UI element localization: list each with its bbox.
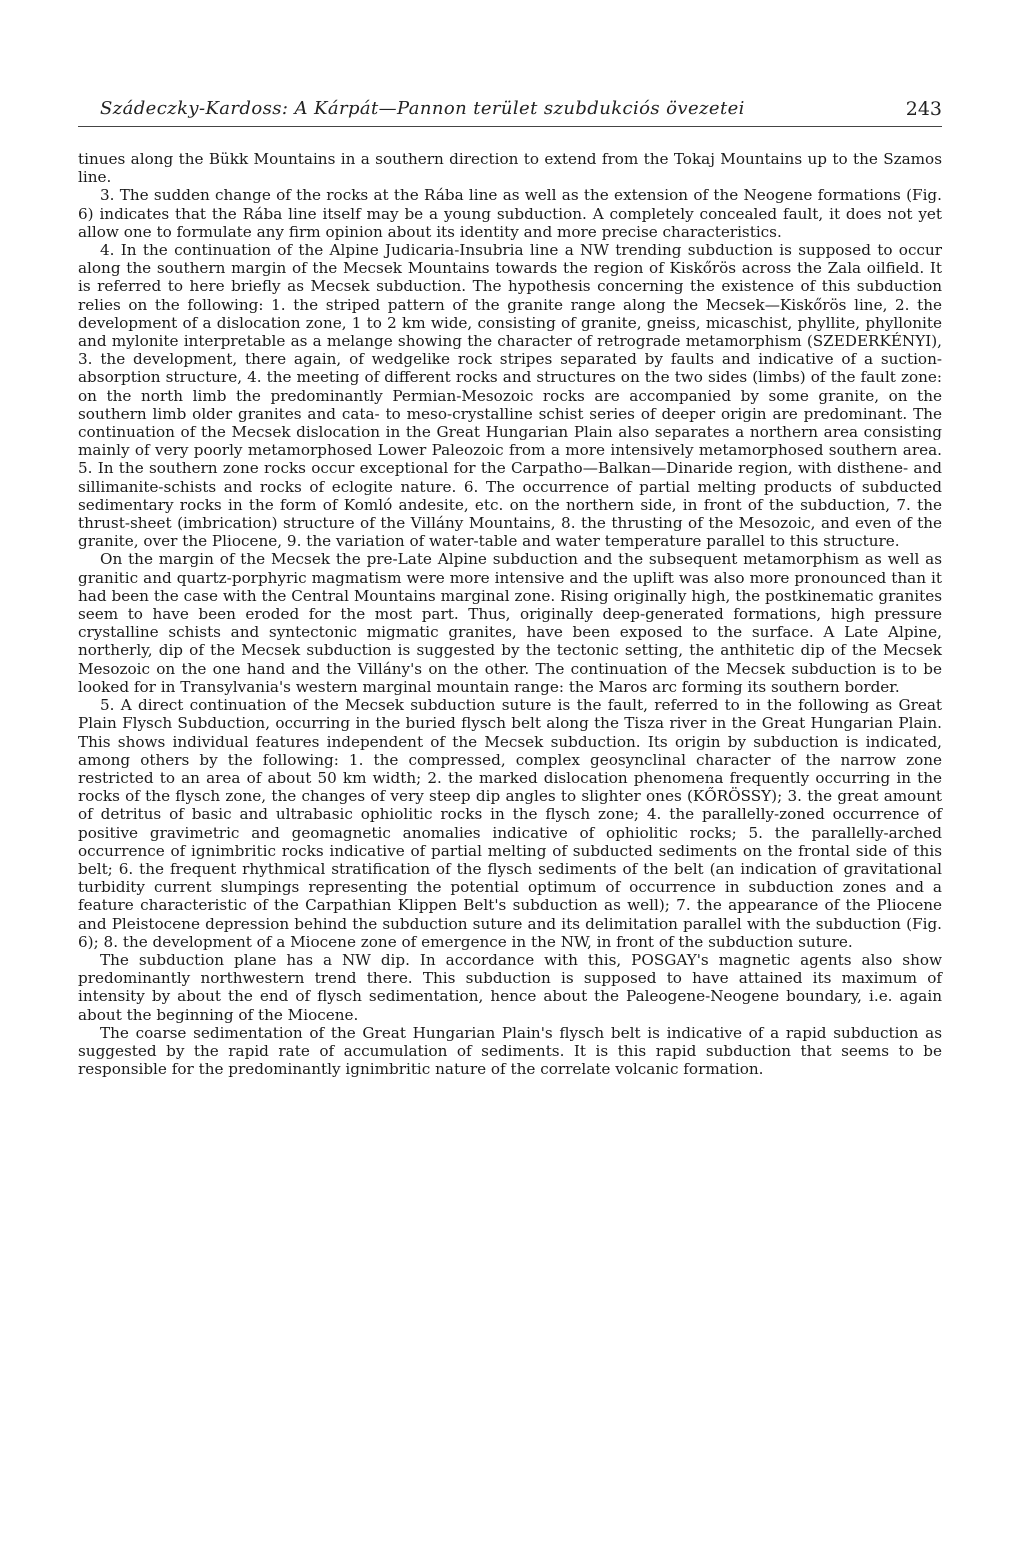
paragraph: 4. In the continuation of the Alpine Judicaria-Insubria line a NW trending subduction is supposed to occur along the southern margin of the Mecsek Mountains towards the region of Kiskőrös across the Zala oilfield. It is referred to here briefly as Mecsek subduction. The hypothesis concerning the existence of this subduction relies on the following: 1. the striped pattern of the granite range along the Mecsek—Kiskőrös line, 2. the development of a dislocation zone, 1 to 2 km wide, consisting of granite, gneiss, micaschist, phyllite, phyllonite and mylonite interpretable as a melange showing the character of retrograde metamorphism (SZEDERKÉNYI), 3. the development, there again, of wedgelike rock stripes separated by faults and indicative of a suction-absorption structure, 4. the meeting of different rocks and structures on the two sides (limbs) of the fault zone: on the north limb the predominantly Permian-Mesozoic rocks are accompanied by some granite, on the southern limb older granites and cata- to meso-crystalline schist series of deeper origin are predominant. The continuation of the Mecsek dislocation in the Great Hungarian Plain also separates a northern area consisting mainly of very poorly metamorphosed Lower Paleozoic from a more intensively metamorphosed southern area. 5. In the southern zone rocks occur exceptional for the Carpatho—Balkan—Dinaride region, with disthene- and sillimanite-schists and rocks of eclogite nature. 6. The occurrence of partial melting products of subducted sedimentary rocks in the form of Komló andesite, etc. on the northern side, in front of the subduction, 7. the thrust-sheet (imbrication) structure of the Villány Mountains, 8. the thrusting of the Mesozoic, and even of the granite, over the Pliocene, 9. the variation of water-table and water temperature parallel to this structure. bbox=[78, 241, 942, 551]
page-header bbox=[78, 96, 942, 130]
running-title: Szádeczky-Kardoss: A Kárpát—Pannon terület szubdukciós övezetei bbox=[100, 98, 745, 119]
paragraph: tinues along the Bükk Mountains in a southern direction to extend from the Tokaj Mountains up to the Szamos line. bbox=[78, 150, 942, 187]
body-text bbox=[78, 150, 942, 1078]
paragraph: 5. A direct continuation of the Mecsek subduction suture is the fault, referred to in the following as Great Plain Flysch Subduction, occurring in the buried flysch belt along the Tisza river in the Great Hungarian Plain. This shows individual features independent of the Mecsek subduction. Its origin by subduction is indicated, among others by the following: 1. the compressed, complex geosynclinal character of the narrow zone restricted to an area of about 50 km width; 2. the marked dislocation phenomena frequently occurring in the rocks of the flysch zone, the changes of very steep dip angles to slighter ones (KŐRÖSSY); 3. the great amount of detritus of basic and ultrabasic ophiolitic rocks in the flysch zone; 4. the parallelly-zoned occurrence of positive gravimetric and geomagnetic anomalies indicative of ophiolitic rocks; 5. the parallelly-arched occurrence of ignimbritic rocks indicative of partial melting of subducted sediments on the frontal side of this belt; 6. the frequent rhythmical stratification of the flysch sediments of the belt (an indication of gravitational turbidity current slumpings representing the potential optimum of occurrence in subduction zones and a feature characteristic of the Carpathian Klippen Belt's subduction as well); 7. the appearance of the Pliocene and Pleistocene depression behind the subduction suture and its delimitation parallel with the subduction (Fig. 6); 8. the development of a Miocene zone of emergence in the NW, in front of the subduction suture. bbox=[78, 696, 942, 951]
paragraph: On the margin of the Mecsek the pre-Late Alpine subduction and the subsequent metamorphism as well as granitic and quartz-porphyric magmatism were more intensive and the uplift was also more pronounced than it had been the case with the Central Mountains marginal zone. Rising originally high, the postkinematic granites seem to have been eroded for the most part. Thus, originally deep-generated formations, high pressure crystalline schists and syntectonic migmatic granites, have been exposed to the surface. A Late Alpine, northerly, dip of the Mecsek subduction is suggested by the tectonic setting, the anthitetic dip of the Mecsek Mesozoic on the one hand and the Villány's on the other. The continuation of the Mecsek subduction is to be looked for in Transylvania's western marginal mountain range: the Maros arc forming its southern border. bbox=[78, 550, 942, 696]
paragraph: The subduction plane has a NW dip. In accordance with this, POSGAY's magnetic agents also show predominantly northwestern trend there. This subduction is supposed to have attained its maximum of intensity by about the end of flysch sedimentation, hence about the Paleogene-Neogene boundary, i.e. again about the beginning of the Miocene. bbox=[78, 950, 942, 1024]
paragraph: The coarse sedimentation of the Great Hungarian Plain's flysch belt is indicative of a rapid subduction as suggested by the rapid rate of accumulation of sediments. It is this rapid subduction that seems to be responsible for the predominantly ignimbritic nature of the correlate volcanic formation. bbox=[78, 1023, 942, 1079]
paragraph: 3. The sudden change of the rocks at the Rába line as well as the extension of the Neogene formations (Fig. 6) indicates that the Rába line itself may be a young subduction. A completely concealed fault, it does not yet allow one to formulate any firm opinion about its identity and more precise characteristics. bbox=[78, 186, 942, 241]
header-rule bbox=[78, 126, 942, 127]
page-number: 243 bbox=[905, 98, 942, 120]
